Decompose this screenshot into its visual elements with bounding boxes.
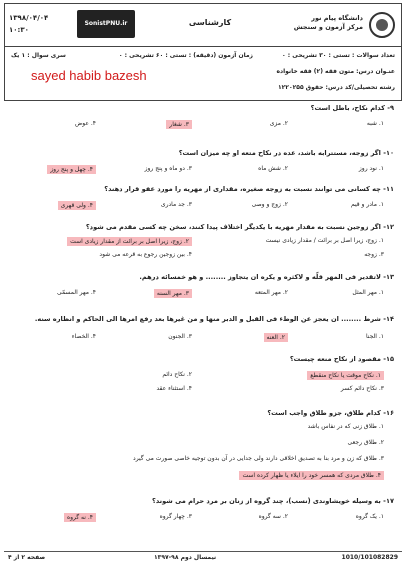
answer-option: ۲. نکاح دائم <box>162 371 192 378</box>
semester-label: نیمسال دوم ۹۸-۱۳۹۷ <box>154 554 217 561</box>
answer-option: ۲. طلاق رجعی <box>347 439 384 446</box>
university-name <box>263 14 363 32</box>
exam-code: 1010/101082829 <box>341 554 398 561</box>
answer-option-correct: ۲. زوج، زیرا اصل بر برائت از مقدار زیادی است <box>67 237 192 246</box>
university-subtitle: مرکز آزمون و سنجش <box>293 23 363 31</box>
answer-option: ۲. سه گروه <box>258 513 288 520</box>
question-text: ۱۶- کدام طلاق، جزو طلاق واجب است؟ <box>267 409 394 417</box>
answer-option: ۴. مهر المسمّی <box>56 289 96 296</box>
question-text: ۱۰- اگر زوجه، مستترابه باشد، عده در نکاح متعه او چه میزان است؟ <box>178 149 394 157</box>
question-text: ۱۴- شرط ........ ان یعجز عن الوطء فی القبل و الدبر منها و من غیرها بعد رفع امرها الی الحاکم و انظاره سنه. <box>34 315 394 323</box>
site-logo: SonistPNU.ir <box>77 10 135 38</box>
answer-option: ۳. چهار گروه <box>159 513 192 520</box>
answer-option: ۲. مهر المتعه <box>254 289 288 296</box>
answer-option: ۳. الجنون <box>168 333 192 340</box>
answer-option: ۳. دو ماه و پنج روز <box>144 165 192 172</box>
answer-option: ۴. بین زوجین رجوع به قرعه می شود <box>99 251 192 258</box>
answer-option-correct: ۳. مهر السنه <box>154 289 192 298</box>
question-text: ۱۲- اگر زوجین نسبت به مقدار مهریه با یکدیگر اختلاف پیدا کنند، سخن چه کسی مقدم می شود؟ <box>85 223 394 231</box>
university-seal-icon <box>369 12 395 38</box>
answer-option: ۱. طلاق زنی که در نفاس باشد <box>307 423 384 430</box>
exam-header <box>4 3 402 101</box>
answer-option-correct: ۴. طلاق مردی که همسر خود را ایلاء یا ظهار کرده است <box>239 471 384 480</box>
question-text: ۱۳- لاتقدیر فی المهر قلّه و لاکثره و یکره ان یتجاوز ........ و هو خمسائه درهم. <box>139 273 394 281</box>
answer-option: ۲. زوج و وصی <box>251 201 288 208</box>
answer-option: ۲. مزی <box>269 120 288 127</box>
answer-option: ۴. الخصاء <box>71 333 96 340</box>
question-count: تعداد سوالات : تستی : ۳۰ تشریحی : ۰ <box>282 52 395 59</box>
answer-option: ۱. شبه <box>366 120 384 127</box>
answer-option: ۱. یک گروه <box>355 513 384 520</box>
answer-option-correct: ۴. چهل و پنج روز <box>47 165 96 174</box>
page-footer <box>4 551 402 564</box>
answer-option: ۱. الجنا <box>365 333 384 340</box>
answer-option-correct: ۲. العنه <box>264 333 288 342</box>
exam-date: ۱۳۹۸/۰۴/۰۴ <box>9 14 49 22</box>
exam-time: ۱۰:۳۰ <box>9 26 29 34</box>
exam-duration: زمان آزمون (دقیقه) : تستی : ۶۰ تشریحی : ۰ <box>118 52 253 59</box>
answer-option: ۳. نکاح دائم کسر <box>340 385 384 392</box>
course-name: عنـوان درس: متون فقه (۲) فقه خانواده <box>276 68 395 75</box>
answer-option: ۱. مهر المثل <box>352 289 384 296</box>
question-text: ۱۱- چه کسانی می توانند نسبت به زوجه صغیره، مقداری از مهریه را مورد عفو قرار دهند؟ <box>104 185 394 193</box>
exam-level: کارشناسی <box>188 18 232 27</box>
answer-option: ۲. شش ماه <box>258 165 288 172</box>
header-top-row <box>5 4 401 47</box>
question-text: ۱۷- به وسیله خویشاوندی (نسب)، چند گروه از زنان بر مرد حرام می شوند؟ <box>152 497 394 505</box>
major-code: رشته تحصیلی/کد درس: حقوق ۱۲۲۰۲۵۵ <box>277 84 395 91</box>
exam-datetime <box>9 12 48 36</box>
answer-option: ۱. نود روز <box>358 165 384 172</box>
answer-option: ۴. عوض <box>75 120 96 127</box>
answer-option: ۱. زوج، زیرا اصل بر برائت / مقدار زیادی نیست <box>265 237 384 244</box>
university-title: دانشگاه پیام نور <box>311 14 363 22</box>
question-text: ۱۵- مقصود از نکاح منعه چیست؟ <box>289 355 394 363</box>
question-text: ۹- کدام نکاح، باطل است؟ <box>310 104 394 112</box>
exam-page <box>4 3 402 563</box>
answer-option: ۳. جد مادری <box>160 201 192 208</box>
answer-option: ۴. استثناء عقد <box>156 385 192 392</box>
answer-option-correct: ۴. ولی قهری <box>58 201 96 210</box>
answer-option: ۳. طلاق که زن و مرد بنا به تصدیق اخلاقی دارند ولی جدایی در آن بدون توجیه خاصی صورت می گیرد <box>133 455 384 462</box>
answer-option: ۱. مادر و قیم <box>350 201 384 208</box>
question-series: سری سوال : ۱ یک <box>11 52 66 59</box>
answer-option-correct: ۴. نه گروه <box>64 513 96 522</box>
answer-option-correct: ۱. نکاح موقت یا نکاح منقطع <box>307 371 384 380</box>
answer-option-correct: ۳. شغار <box>166 120 192 129</box>
answer-option: ۳. زوجه <box>364 251 384 258</box>
page-number: صفحه ۲ از ۴ <box>8 554 46 561</box>
author-watermark: sayed habib bazesh <box>31 68 147 83</box>
